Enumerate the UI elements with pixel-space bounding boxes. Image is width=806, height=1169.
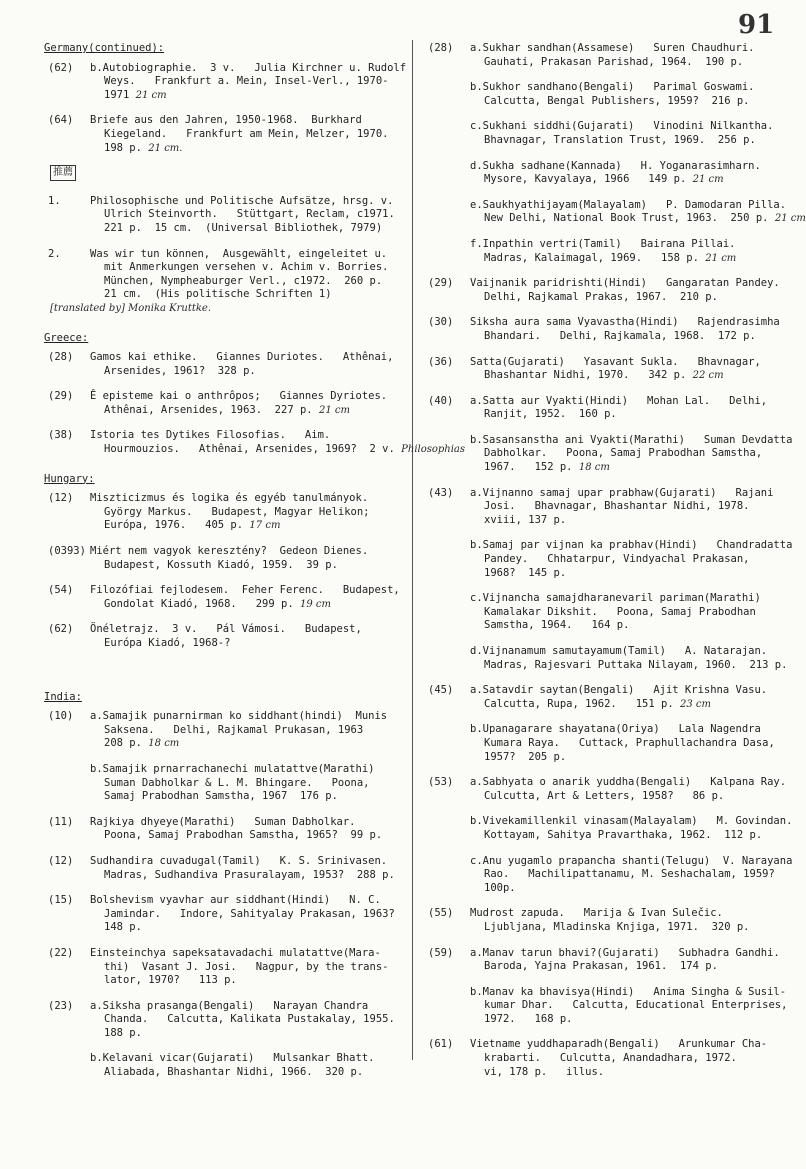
entry-line: Was wir tun können, Ausgewählt, eingeleitet u. <box>90 247 388 260</box>
entry-number: (62) <box>48 623 74 636</box>
entry-line: 148 p. <box>104 921 142 934</box>
entry-number: (38) <box>48 429 74 442</box>
entry-line: b.Sasansanstha ani Vyakti(Marathi) Suman Devdatta <box>470 433 793 446</box>
bibliography-entry <box>44 390 404 417</box>
greece-heading: Greece: <box>44 331 89 344</box>
bibliography-entry <box>44 545 404 572</box>
entry-line: Ulrich Steinvorth. Stüttgart, Reclam, c1971. <box>104 208 395 221</box>
entry-line: Madras, Sudhandiva Prasuralayam, 1953? 288 p. <box>104 868 395 881</box>
bibliography-entry <box>424 120 790 147</box>
entry-line: 21 cm. (His politische Schriften 1) <box>104 288 332 301</box>
entry-line: 208 p. 18 cm <box>104 737 180 750</box>
entry-line: Miért nem vagyok keresztény? Gedeon Dienes. <box>90 545 369 558</box>
entry-number: (45) <box>428 684 454 697</box>
bibliography-entry <box>424 81 790 108</box>
entry-line: d.Sukha sadhane(Kannada) H. Yoganarasimharn. <box>470 159 761 172</box>
entry-line: Arsenides, 1961? 328 p. <box>104 364 256 377</box>
entry-line: Hourmouzios. Athênai, Arsenides, 1969? 2 v. Philosophias <box>104 443 466 456</box>
entry-number: (61) <box>428 1038 454 1051</box>
bibliography-entry <box>44 763 404 804</box>
entry-line: Poona, Samaj Prabodhan Samstha, 1965? 99 p. <box>104 829 383 842</box>
entry-line: Samaj Prabodhan Samstha, 1967 176 p. <box>104 790 338 803</box>
entry-line: New Delhi, National Book Trust, 1963. 250 p. 21 cm <box>484 212 806 225</box>
entry-number: (29) <box>48 390 74 403</box>
bibliography-entry <box>44 248 404 316</box>
bibliography-entry <box>44 894 404 935</box>
entry-line: Rao. Machilipattanamu, M. Seshachalam, 1959? <box>484 868 775 881</box>
entry-line: Ê episteme kai o anthrôpos; Giannes Dyriotes. <box>90 390 388 403</box>
handwritten-note: 19 cm <box>293 598 331 610</box>
entry-line: Pandey. Chhatarpur, Vindyachal Prakasan, <box>484 553 750 566</box>
entry-number: (53) <box>428 776 454 789</box>
bibliography-entry <box>44 492 404 533</box>
entry-line: a.Sabhyata o anarik yuddha(Bengali) Kalpana Ray. <box>470 776 787 789</box>
entry-line: b.Samajik prnarrachanechi mulatattve(Marathi) <box>90 762 375 775</box>
entry-line: György Markus. Budapest, Magyar Helikon; <box>104 505 370 518</box>
entry-line: Briefe aus den Jahren, 1950-1968. Burkhard <box>90 114 362 127</box>
entry-line: a.Vijnanno samaj upar prabhaw(Gujarati) Rajani <box>470 486 774 499</box>
entry-line: Siksha aura sama Vyavastha(Hindi) Rajendrasimha <box>470 316 780 329</box>
entry-number: (12) <box>48 492 74 505</box>
entry-line: Satta(Gujarati) Yasavant Sukla. Bhavnagar, <box>470 355 761 368</box>
entry-line: Calcutta, Rupa, 1962. 151 p. 23 cm <box>484 697 711 710</box>
handwritten-note: 22 cm <box>686 370 724 382</box>
bibliography-entry <box>44 1000 404 1041</box>
bibliography-entry <box>44 195 404 236</box>
entry-line: Athênai, Arsenides, 1963. 227 p. 21 cm <box>104 403 350 416</box>
entry-line: 100p. <box>484 881 516 894</box>
entry-line: Rajkiya dhyeye(Marathi) Suman Dabholkar. <box>90 815 356 828</box>
entry-line: c.Anu yugamlo prapancha shanti(Telugu) V. Narayana <box>470 854 793 867</box>
india-entries <box>44 710 404 1079</box>
entry-line: Culcutta, Art & Letters, 1958? 86 p. <box>484 789 725 802</box>
entry-line: Madras, Rajesvari Puttaka Nilayam, 1960. 213 p. <box>484 658 788 671</box>
bibliography-entry <box>424 947 790 974</box>
entry-line: Chanda. Calcutta, Kalikata Pustakalay, 1955. <box>104 1013 395 1026</box>
germany-heading: Germany(continued): <box>44 42 165 54</box>
entry-line: a.Samajik punarnirman ko siddhant(hindi) Munis <box>90 710 388 723</box>
entry-line: Calcutta, Bengal Publishers, 1959? 216 p. <box>484 94 750 107</box>
bibliography-entry <box>44 816 404 843</box>
bibliography-entry <box>424 1038 790 1079</box>
stamp-mark: 推薦 <box>50 165 76 181</box>
entry-line: München, Nympheaburger Verl., c1972. 260 p. <box>104 274 383 287</box>
bibliography-entry <box>44 710 404 751</box>
entry-line: Istoria tes Dytikes Filosofias. Aim. <box>90 429 331 442</box>
page-number: 91 <box>738 10 775 40</box>
bibliography-entry <box>424 316 790 343</box>
entry-line: b.Vivekamillenkil vinasam(Malayalam) M. Govindan. <box>470 815 793 828</box>
bibliography-entry <box>44 61 407 103</box>
entry-line: Ranjit, 1952. 160 p. <box>484 408 617 421</box>
entry-line: Saksena. Delhi, Rajkamal Prukasan, 1963 <box>104 723 364 736</box>
bibliography-entry <box>424 815 793 842</box>
entry-number: (59) <box>428 946 454 959</box>
entry-line: 1971 21 cm <box>104 88 167 101</box>
entry-line: d.Vijnanamum samutayamum(Tamil) A. Natarajan. <box>470 645 768 657</box>
bibliography-entry <box>44 351 404 378</box>
entry-line: 188 p. <box>104 1026 142 1039</box>
bibliography-entry <box>424 986 790 1027</box>
bibliography-entry <box>424 907 790 934</box>
entry-number: (36) <box>428 355 454 368</box>
india-heading: India: <box>44 690 82 703</box>
entry-number: 2. <box>48 247 61 260</box>
bibliography-entry <box>44 947 404 988</box>
entry-line: Philosophische und Politische Aufsätze, hrsg. v. <box>90 194 394 207</box>
entry-line: Mysore, Kavyalaya, 1966 149 p. 21 cm <box>484 173 724 186</box>
entry-number: (64) <box>48 114 74 127</box>
handwritten-note: 17 cm <box>243 520 281 532</box>
entry-line: Európa Kiadó, 1968-? <box>104 637 231 649</box>
bibliography-entry <box>424 854 793 896</box>
entry-line: a.Siksha prasanga(Bengali) Narayan Chandra <box>90 999 369 1012</box>
entry-line: Suman Dabholkar & L. M. Bhingare. Poona, <box>104 776 370 789</box>
entry-line: Kumara Raya. Cuttack, Praphullachandra Dasa, <box>484 736 775 749</box>
entry-line: Weys. Frankfurt a. Mein, Insel-Verl., 1970- <box>104 75 389 88</box>
entry-number: (28) <box>48 351 74 364</box>
right-column <box>424 42 806 1079</box>
entry-number: (15) <box>48 894 74 907</box>
entry-number: 1. <box>48 194 61 207</box>
bibliography-entry <box>424 684 790 711</box>
entry-line: Madras, Kalaimagal, 1969. 158 p. 21 cm <box>484 251 737 264</box>
entry-line: 1967. 152 p. 18 cm <box>484 461 610 474</box>
bibliography-entry <box>424 539 793 580</box>
germany-entries <box>44 61 407 316</box>
entry-line: xviii, 137 p. <box>484 513 567 526</box>
bibliography-entry <box>44 584 404 611</box>
entry-number: (54) <box>48 584 74 597</box>
entry-line: Vaijnanik paridrishti(Hindi) Gangaratan Pandey. <box>470 277 780 290</box>
handwritten-note: Philosophias <box>394 444 466 456</box>
bibliography-entry <box>424 277 790 304</box>
entry-line: Önéletrajz. 3 v. Pál Vámosi. Budapest, <box>90 623 362 636</box>
entry-line: Bhavnagar, Translation Trust, 1969. 256 p. <box>484 133 756 146</box>
entry-line: Sudhandira cuvadugal(Tamil) K. S. Srinivasen. <box>90 854 388 867</box>
entry-line: b.Sukhor sandhano(Bengali) Parimal Goswami. <box>470 81 755 94</box>
entry-line: b.Manav ka bhavisya(Hindi) Anima Singha & Susil- <box>470 985 787 998</box>
bibliography-entry <box>44 114 404 155</box>
entry-number: (28) <box>428 42 454 54</box>
entry-line: Baroda, Yajna Prakasan, 1961. 174 p. <box>484 960 718 973</box>
entry-line: Mudrost zapuda. Marija & Ivan Sulečic. <box>470 907 723 920</box>
entry-line: a.Satta aur Vyakti(Hindi) Mohan Lal. Delhi, <box>470 394 768 407</box>
entry-line: Aliabada, Bhashantar Nidhi, 1966. 320 p. <box>104 1066 364 1079</box>
entry-number: (10) <box>48 710 74 723</box>
bibliography-entry <box>424 238 790 265</box>
entry-line: Miszticizmus és logika és egyéb tanulmányok. <box>90 492 369 505</box>
entry-line: Bhandari. Delhi, Rajkamala, 1968. 172 p. <box>484 329 756 342</box>
entry-number: (12) <box>48 854 74 867</box>
entry-line: Gondolat Kiadó, 1968. 299 p. 19 cm <box>104 597 331 610</box>
entry-line: 221 p. 15 cm. (Universal Bibliothek, 7979) <box>104 221 383 234</box>
handwritten-note: [translated by] Monika Kruttke. <box>50 302 212 314</box>
hungary-entries <box>44 492 404 650</box>
entry-line: 1957? 205 p. <box>484 750 567 763</box>
bibliography-entry <box>44 855 404 882</box>
entry-line: Josi. Bhavnagar, Bhashantar Nidhi, 1978. <box>484 500 750 513</box>
entry-line: Gauhati, Prakasan Parishad, 1964. 190 p. <box>484 55 744 68</box>
handwritten-note: 21 cm <box>768 213 806 225</box>
entry-line: 1972. 168 p. <box>484 1012 573 1025</box>
entry-line: Bhashantar Nidhi, 1970. 342 p. 22 cm <box>484 369 724 382</box>
handwritten-note: 18 cm <box>141 738 180 750</box>
column-divider <box>412 40 413 1060</box>
entry-line: mit Anmerkungen versehen v. Achim v. Borries. <box>104 261 389 274</box>
right-entries <box>424 42 806 1079</box>
handwritten-note: 21 cm <box>312 404 350 416</box>
bibliography-entry <box>424 433 793 475</box>
handwritten-note: 21 cm <box>686 174 724 186</box>
bibliography-entry <box>44 623 404 650</box>
entry-number: (23) <box>48 999 74 1012</box>
handwritten-note: 21 cm <box>698 252 737 264</box>
entry-line: Európa, 1976. 405 p. 17 cm <box>104 519 281 532</box>
bibliography-entry <box>424 395 790 422</box>
entry-line: Einsteinchya sapeksatavadachi mulatattve(Mara- <box>90 946 381 959</box>
entry-line: c.Sukhani siddhi(Gujarati) Vinodini Nilkantha. <box>470 120 774 133</box>
entry-line: vi, 178 p. illus. <box>484 1065 605 1078</box>
entry-line: Bolshevism vyavhar aur siddhant(Hindi) N. C. <box>90 894 381 907</box>
entry-line: Kottayam, Sahitya Pravarthaka, 1962. 112 p. <box>484 828 763 841</box>
entry-line: b.Samaj par vijnan ka prabhav(Hindi) Chandradatta <box>470 539 793 552</box>
handwritten-note: 21 cm <box>129 89 167 101</box>
entry-number: (62) <box>48 61 74 74</box>
bibliography-entry <box>424 198 806 226</box>
entry-line: 198 p. 21 cm. <box>104 141 183 154</box>
entry-line: a.Satavdir saytan(Bengali) Ajit Krishna Vasu. <box>470 684 768 697</box>
entry-number: (11) <box>48 815 74 828</box>
bibliography-entry <box>424 776 790 803</box>
handwritten-note: 18 cm <box>572 462 610 474</box>
entry-number: (29) <box>428 277 454 290</box>
entry-number: (40) <box>428 394 454 407</box>
entry-line: Filozófiai fejlodesem. Feher Ferenc. Budapest, <box>90 584 400 597</box>
entry-line: Jamindar. Indore, Sahityalay Prakasan, 1963? <box>104 907 395 920</box>
entry-line: kumar Dhar. Calcutta, Educational Enterprises, <box>484 999 788 1012</box>
entry-line: a.Manav tarun bhavi?(Gujarati) Subhadra Gandhi. <box>470 946 780 959</box>
entry-line: krabarti. Culcutta, Anandadhara, 1972. <box>484 1052 737 1065</box>
entry-line: Budapest, Kossuth Kiadó, 1959. 39 p. <box>104 558 338 571</box>
entry-line: b.Upanagarare shayatana(Oriya) Lala Nagendra <box>470 723 761 736</box>
handwritten-note: 23 cm <box>673 698 711 710</box>
bibliography-entry <box>424 487 790 528</box>
entry-number: (0393) <box>48 545 86 558</box>
entry-line: a.Sukhar sandhan(Assamese) Suren Chaudhuri. <box>470 42 755 54</box>
entry-line: thi) Vasant J. Josi. Nagpur, by the trans- <box>104 960 389 973</box>
entry-number: (43) <box>428 486 454 499</box>
entry-line: Kiegeland. Frankfurt am Mein, Melzer, 1970. <box>104 127 389 140</box>
handwritten-note: 21 cm. <box>141 142 183 154</box>
entry-line: 1968? 145 p. <box>484 566 567 579</box>
entry-line: Delhi, Rajkamal Prakas, 1967. 210 p. <box>484 290 718 303</box>
bibliography-entry <box>44 429 466 456</box>
bibliography-entry <box>424 160 790 187</box>
entry-line: Vietname yuddhaparadh(Bengali) Arunkumar Cha- <box>470 1038 768 1051</box>
bibliography-entry <box>424 42 790 69</box>
entry-line: Samstha, 1964. 164 p. <box>484 619 630 632</box>
entry-number: (30) <box>428 316 454 329</box>
bibliography-entry <box>424 592 790 633</box>
entry-number: (55) <box>428 907 454 920</box>
entry-line: b.Kelavani vicar(Gujarati) Mulsankar Bhatt. <box>90 1052 375 1065</box>
bibliography-entry <box>424 723 790 764</box>
entry-number: (22) <box>48 946 74 959</box>
entry-line: Kamalakar Dikshit. Poona, Samaj Prabodhan <box>484 605 756 618</box>
bibliography-entry <box>424 356 790 383</box>
entry-line: Gamos kai ethike. Giannes Duriotes. Athênai, <box>90 351 394 364</box>
entry-line: f.Inpathin vertri(Tamil) Bairana Pillai. <box>470 237 736 250</box>
entry-line: c.Vijnancha samajdharanevaril pariman(Marathi) <box>470 592 761 605</box>
entry-line: lator, 1970? 113 p. <box>104 974 237 987</box>
hungary-heading: Hungary: <box>44 472 95 485</box>
entry-line: Ljubljana, Mladinska Knjiga, 1971. 320 p. <box>484 920 750 933</box>
entry-line: e.Saukhyathijayam(Malayalam) P. Damodaran Pilla. <box>470 198 787 211</box>
entry-line: b.Autobiographie. 3 v. Julia Kirchner u. Rudolf <box>90 61 407 74</box>
bibliography-entry <box>44 1052 404 1079</box>
entry-line: Dabholkar. Poona, Samaj Prabodhan Samstha, <box>484 447 763 460</box>
bibliography-entry <box>424 645 790 672</box>
